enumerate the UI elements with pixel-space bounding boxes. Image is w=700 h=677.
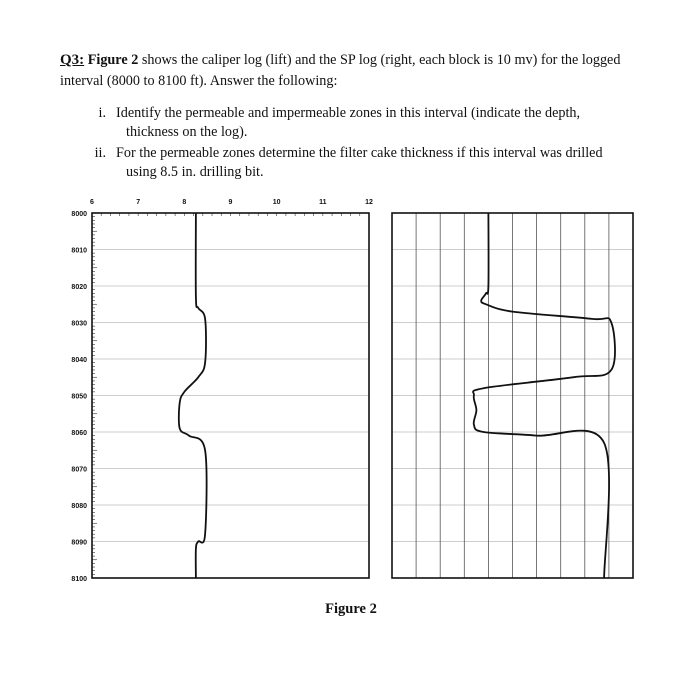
- question-number: Q3:: [60, 52, 85, 68]
- sp-log-panel: [392, 213, 633, 578]
- depth-tick-label: 8100: [71, 576, 87, 583]
- diameter-tick-label: 11: [319, 199, 327, 206]
- depth-tick-label: 8090: [71, 539, 87, 547]
- item-number: i.: [98, 105, 106, 121]
- item-text-line: Identify the permeable and impermeable zones in this interval (indicate the depth,: [116, 105, 581, 121]
- item-number: ii.: [94, 145, 106, 161]
- depth-tick-label: 8040: [71, 357, 87, 364]
- item-text-line: For the permeable zones determine the filter cake thickness if this interval was drilled: [116, 145, 603, 161]
- diameter-tick-label: 8: [182, 199, 187, 206]
- diameter-tick-label: 10: [272, 199, 281, 206]
- depth-tick-label: 8060: [71, 430, 87, 437]
- depth-tick-label: 8080: [71, 503, 87, 510]
- depth-tick-label: 8070: [71, 466, 87, 474]
- depth-tick-label: 8000: [71, 211, 87, 218]
- diameter-tick-label: 9: [228, 199, 233, 206]
- diameter-tick-label: 7: [136, 199, 141, 206]
- figure-caption: Figure 2: [325, 601, 377, 617]
- diameter-tick-label: 6: [90, 199, 94, 206]
- diameter-tick-label: 12: [365, 199, 373, 206]
- item-text-line: thickness on the log).: [126, 124, 248, 140]
- depth-tick-label: 8020: [71, 284, 87, 291]
- caliper-log-panel: [71, 199, 373, 583]
- depth-tick-label: 8010: [71, 247, 87, 255]
- figure-reference: Figure 2: [87, 52, 139, 68]
- depth-tick-label: 8030: [71, 320, 87, 328]
- depth-tick-label: 8050: [71, 393, 87, 401]
- item-text-line: using 8.5 in. drilling bit.: [126, 164, 264, 180]
- question-body: shows the caliper log (lift) and the SP log (right, each block is 10 mv) for the logged interval (8000 to 8100 ft). Answer the following:: [60, 52, 621, 89]
